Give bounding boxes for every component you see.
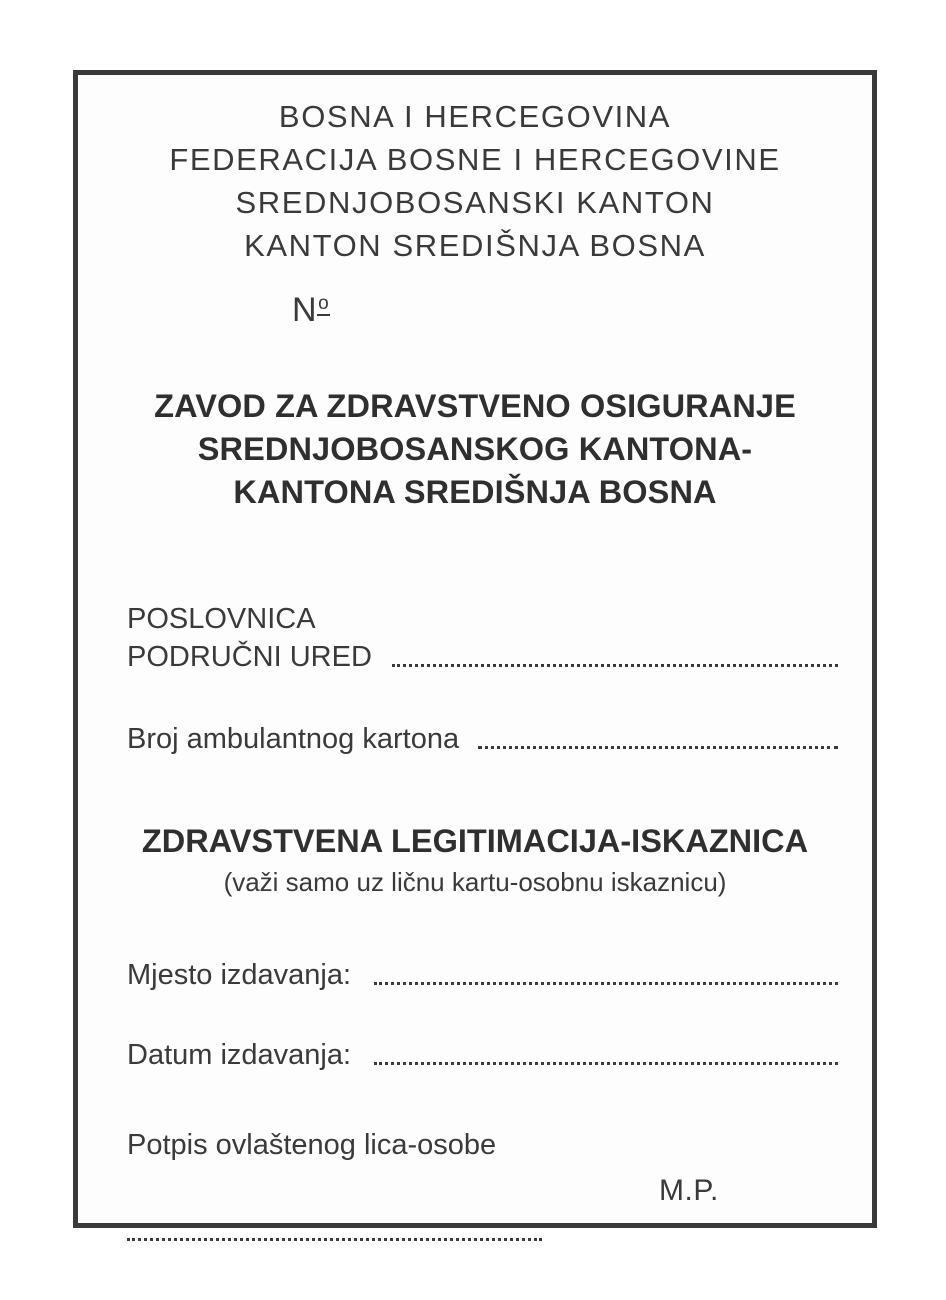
signature-block bbox=[100, 1126, 850, 1241]
card-number-field-group bbox=[100, 720, 850, 758]
document-type-title: ZDRAVSTVENA LEGITIMACIJA-ISKAZNICA bbox=[141, 823, 809, 859]
issuance-place-row bbox=[127, 956, 838, 994]
institution-title bbox=[100, 385, 850, 514]
authority-header bbox=[100, 95, 850, 267]
card-number-label: Broj ambulantnog kartona bbox=[127, 723, 460, 755]
card-number-field-row bbox=[127, 720, 838, 758]
issuance-date-label: Datum izdavanja: bbox=[127, 1039, 352, 1071]
authority-header-line-4: KANTON SREDIŠNJA BOSNA bbox=[244, 228, 706, 263]
numero-symbol bbox=[292, 291, 330, 330]
office-label-podrucni-ured: PODRUČNI URED bbox=[127, 641, 372, 673]
document-body bbox=[78, 75, 872, 1223]
numero-letter: N bbox=[292, 291, 318, 329]
signature-label: Potpis ovlaštenog lica-osobe bbox=[127, 1129, 497, 1161]
document-type-block bbox=[100, 820, 850, 900]
institution-title-line-2: SREDNJOBOSANSKOG KANTONA- bbox=[197, 431, 753, 467]
office-field-group bbox=[100, 600, 850, 676]
office-value-dotted-line[interactable] bbox=[392, 664, 838, 667]
issuance-place-dotted-line[interactable] bbox=[374, 982, 838, 985]
stamp-row bbox=[127, 1172, 850, 1210]
stamp-mark-label: M.P. bbox=[659, 1174, 719, 1207]
document-frame bbox=[73, 70, 877, 1228]
authority-header-line-1: BOSNA I HERCEGOVINA bbox=[278, 99, 672, 134]
numero-superscript-icon: o bbox=[318, 292, 330, 314]
authority-header-line-2: FEDERACIJA BOSNE I HERCEGOVINE bbox=[169, 142, 781, 177]
issuance-date-dotted-line[interactable] bbox=[374, 1062, 838, 1065]
institution-title-line-1: ZAVOD ZA ZDRAVSTVENO OSIGURANJE bbox=[154, 388, 796, 424]
document-number-row bbox=[100, 291, 850, 337]
card-number-value-dotted-line[interactable] bbox=[478, 746, 838, 749]
authority-header-line-3: SREDNJOBOSANSKI KANTON bbox=[235, 185, 715, 220]
signature-dotted-line[interactable] bbox=[127, 1238, 542, 1241]
institution-title-line-3: KANTONA SREDIŠNJA BOSNA bbox=[233, 474, 717, 510]
issuance-field-group bbox=[100, 956, 850, 1074]
issuance-date-row bbox=[127, 1036, 838, 1074]
office-label-poslovnica: POSLOVNICA bbox=[127, 603, 316, 635]
document-type-subtitle: (važi samo uz ličnu kartu-osobnu iskaznicu) bbox=[223, 867, 727, 897]
office-field-row bbox=[127, 638, 850, 676]
issuance-place-label: Mjesto izdavanja: bbox=[127, 959, 352, 991]
